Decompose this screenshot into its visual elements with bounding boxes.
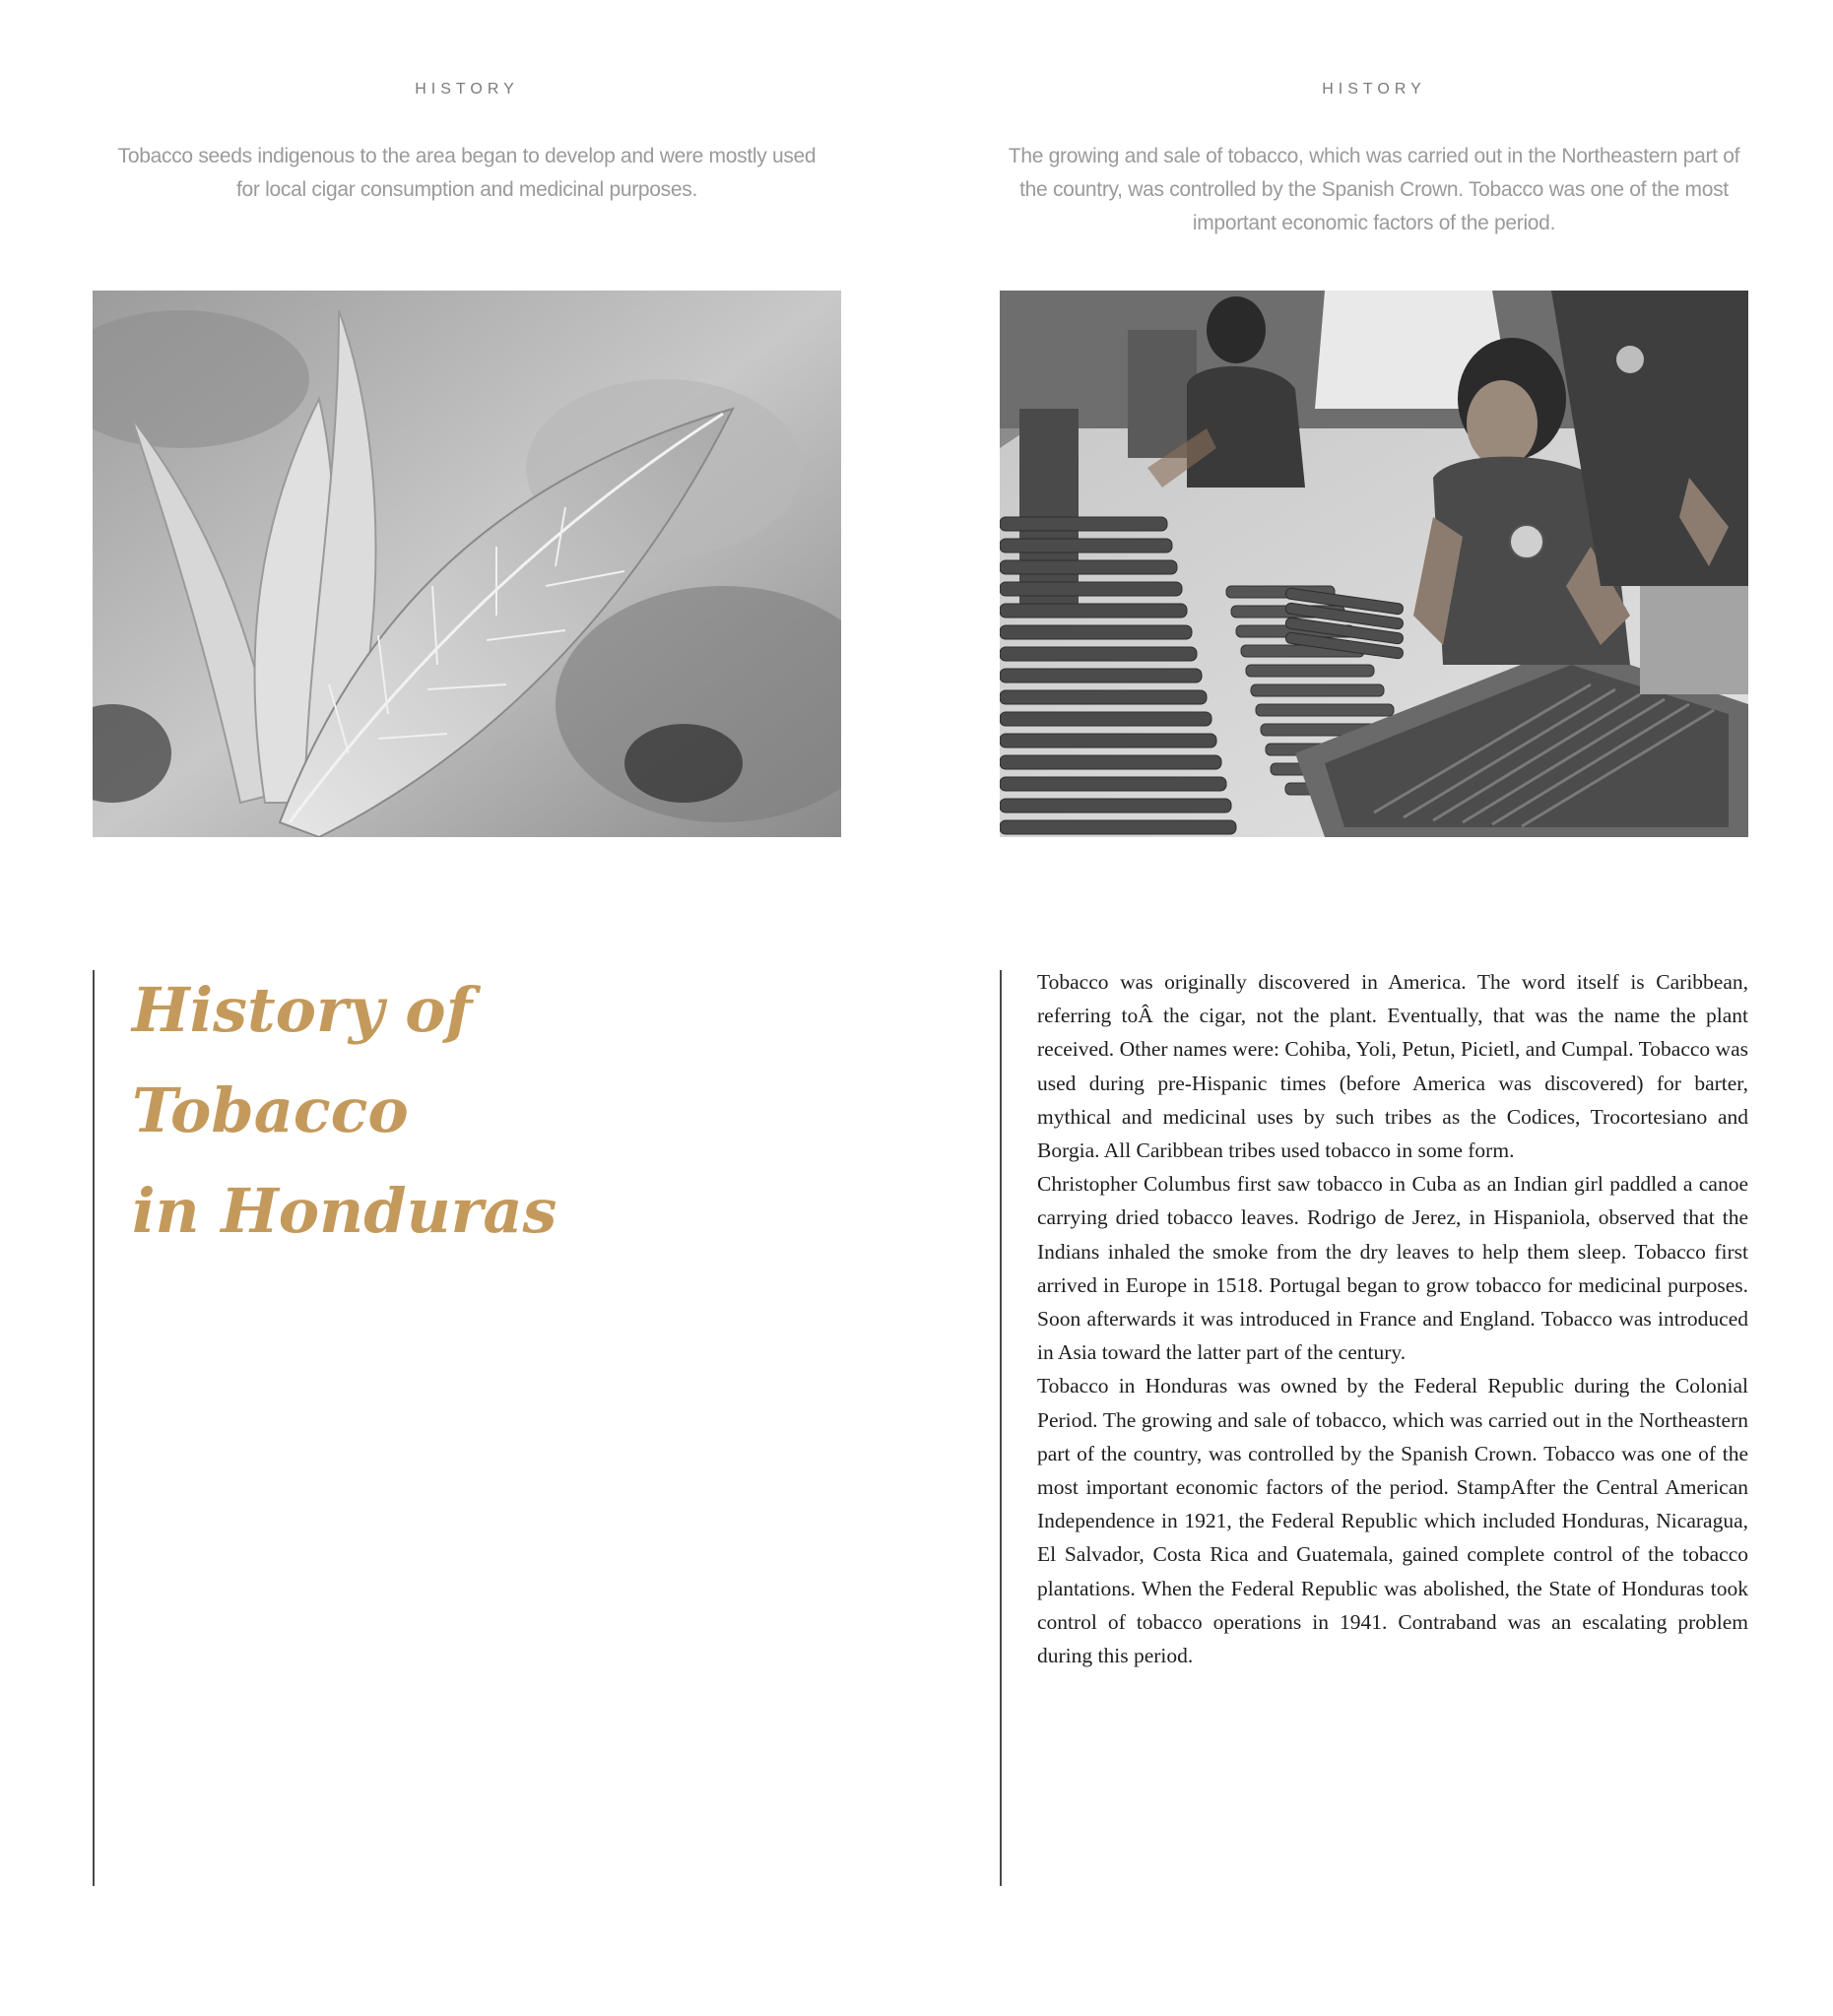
body-paragraph: Christopher Columbus first saw tobacco in Cuba as an Indian girl paddled a canoe carrying dried tobacco leaves. Rodrigo de Jerez, in Hispaniola, observed that the Indians inhaled the smoke from the dry leaves to help them sleep. Tobacco first arrived in Europe in 1518. Portugal began to grow tobacco for medicinal purposes. Soon afterwards it was introduced in France and England. Tobacco was introduced in Asia toward the latter part of the century. — [1037, 1172, 1748, 1365]
section-label: HISTORY — [415, 81, 519, 98]
cigar-factory-workers-photo — [1000, 291, 1748, 837]
page-title — [132, 960, 821, 1262]
vertical-rule — [93, 970, 95, 1886]
article-body — [1037, 965, 1748, 1672]
left-page — [93, 0, 841, 2016]
section-label: HISTORY — [1322, 81, 1426, 98]
title-line: Tobacco — [132, 1074, 409, 1146]
title-line: in Honduras — [132, 1175, 557, 1247]
right-page — [1000, 0, 1748, 2016]
body-paragraph: Tobacco was originally discovered in America. The word itself is Caribbean, referring toÂ the cigar, not the plant. Eventually, that was the name the plant received. Other names were: Cohiba, Yoli, Petun, Picietl, and Cumpal. Tobacco was used during pre-Hispanic times (before America was discovered) for barter, mythical and medicinal uses by such tribes as the Codices, Trocortesiano and Borgia. All Caribbean tribes used tobacco in some form. — [1037, 970, 1748, 1163]
tobacco-leaves-photo — [93, 291, 841, 837]
photo-caption: The growing and sale of tobacco, which was carried out in the Northeastern part of the country, was controlled by the Spanish Crown. Tobacco was one of the most important economic factors of the period. — [1008, 145, 1740, 234]
body-paragraph: Tobacco in Honduras was owned by the Federal Republic during the Colonial Period. The growing and sale of tobacco, which was carried out in the Northeastern part of the country, was controlled by the Spanish Crown. Tobacco was one of the most important economic factors of the period. StampAfter the Central American Independence in 1921, the Federal Republic which included Honduras, Nicaragua, El Salvador, Costa Rica and Guatemala, gained complete control of the tobacco plantations. When the Federal Republic was abolished, the State of Honduras took control of tobacco operations in 1941. Contraband was an escalating problem during this period. — [1037, 1374, 1748, 1668]
title-line: History of — [132, 974, 473, 1046]
vertical-rule — [1000, 970, 1002, 1886]
photo-caption: Tobacco seeds indigenous to the area began to develop and were mostly used for local cigar consumption and medicinal purposes. — [117, 145, 817, 201]
